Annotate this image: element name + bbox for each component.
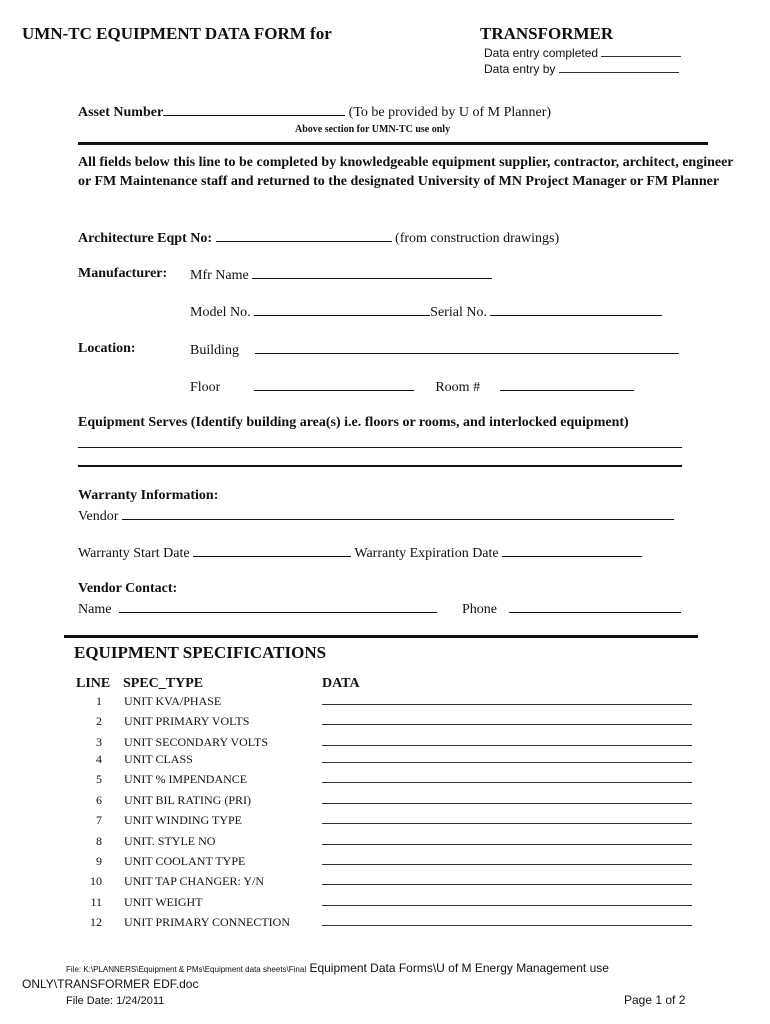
model-no-field[interactable] — [254, 303, 430, 316]
architecture-row — [78, 229, 559, 247]
spec-data-field[interactable] — [322, 823, 692, 824]
vendor-contact-label: Vendor Contact: — [78, 581, 178, 596]
architecture-note: (from construction drawings) — [395, 231, 560, 246]
equipment-type-title: TRANSFORMER — [480, 24, 614, 43]
warranty-exp-field[interactable] — [502, 544, 642, 557]
spec-line-number: 5 — [96, 772, 102, 786]
spec-row — [0, 874, 770, 894]
page-number: Page 1 of 2 — [624, 993, 686, 1007]
warranty-dates-row — [78, 544, 642, 562]
spec-type: UNIT % IMPENDANCE — [124, 772, 248, 786]
vendor-field[interactable] — [122, 507, 674, 520]
spec-row — [0, 793, 770, 813]
spec-type: UNIT TAP CHANGER: Y/N — [124, 874, 265, 888]
spec-line-number: 11 — [90, 895, 102, 909]
building-label: Building — [190, 343, 240, 358]
asset-number-label: Asset Number — [78, 105, 164, 120]
spec-row — [0, 854, 770, 874]
floor-field[interactable] — [254, 378, 414, 391]
spec-data-field[interactable] — [322, 905, 692, 906]
spec-row — [0, 895, 770, 915]
spec-row — [0, 752, 770, 772]
spec-data-field[interactable] — [322, 745, 692, 746]
contact-name-row — [78, 600, 437, 618]
spec-line-number: 10 — [90, 874, 102, 888]
asset-number-field[interactable] — [163, 103, 345, 116]
spec-type: UNIT PRIMARY VOLTS — [124, 714, 250, 728]
spec-row — [0, 772, 770, 792]
file-path-main: Equipment Data Forms\U of M Energy Management use — [309, 961, 609, 975]
model-serial-row — [190, 303, 662, 321]
equipment-serves-label: Equipment Serves (Identify building area(s) i.e. floors or rooms, and interlocked equipment) — [78, 415, 629, 430]
vendor-row — [78, 507, 674, 525]
spec-data-field[interactable] — [322, 704, 692, 705]
spec-data-field[interactable] — [322, 724, 692, 725]
spec-type: UNIT WINDING TYPE — [124, 813, 242, 827]
mfr-name-row — [190, 266, 492, 284]
data-entry-by-label: Data entry by — [484, 62, 556, 76]
mfr-name-label: Mfr Name — [190, 268, 249, 283]
spec-line-number: 4 — [96, 752, 102, 766]
col-data-header: DATA — [322, 676, 360, 691]
spec-row — [0, 834, 770, 854]
location-label: Location: — [78, 341, 136, 356]
contact-name-label: Name — [78, 602, 112, 617]
floor-label: Floor — [190, 380, 221, 395]
section-note: Above section for UMN-TC use only — [295, 124, 451, 135]
spec-line-number: 8 — [96, 834, 102, 848]
instructions: All fields below this line to be completed by knowledgeable equipment supplier, contractor, architect, engineer or FM Maintenance staff and returned to the designated University of MN Project Manager or FM Planner — [78, 155, 734, 189]
spec-line-number: 9 — [96, 854, 102, 868]
col-spec-header: SPEC_TYPE — [123, 676, 204, 691]
asset-number-note: (To be provided by U of M Planner) — [348, 105, 552, 120]
spec-data-field[interactable] — [322, 762, 692, 763]
equipment-serves-line-1[interactable] — [78, 447, 682, 448]
contact-name-field[interactable] — [119, 600, 437, 613]
spec-data-field[interactable] — [322, 844, 692, 845]
phone-label: Phone — [462, 602, 497, 617]
file-path-line-2: ONLY\TRANSFORMER EDF.doc — [22, 977, 199, 991]
specs-heading: EQUIPMENT SPECIFICATIONS — [74, 643, 327, 662]
spec-type: UNIT. STYLE NO — [124, 834, 216, 848]
specs-divider — [64, 635, 698, 638]
architecture-field[interactable] — [216, 229, 392, 242]
phone-field[interactable] — [509, 600, 681, 613]
spec-type: UNIT WEIGHT — [124, 895, 203, 909]
architecture-label: Architecture Eqpt No: — [78, 231, 213, 246]
serial-no-label: Serial No. — [430, 305, 487, 320]
spec-type: UNIT COOLANT TYPE — [124, 854, 246, 868]
room-label: Room # — [435, 380, 481, 395]
equipment-serves-line-2[interactable] — [78, 465, 682, 467]
file-date: File Date: 1/24/2011 — [66, 995, 165, 1007]
data-entry-completed — [484, 45, 681, 60]
spec-line-number: 7 — [96, 813, 102, 827]
floor-room-row — [190, 378, 634, 396]
spec-line-number: 2 — [96, 714, 102, 728]
spec-data-field[interactable] — [322, 925, 692, 926]
spec-data-field[interactable] — [322, 803, 692, 804]
spec-type: UNIT CLASS — [124, 752, 193, 766]
spec-type: UNIT SECONDARY VOLTS — [124, 735, 269, 749]
spec-type: UNIT KVA/PHASE — [124, 694, 222, 708]
asset-number-row — [78, 103, 551, 121]
data-entry-by-field[interactable] — [559, 61, 679, 73]
warranty-start-label: Warranty Start Date — [78, 546, 190, 561]
phone-row — [462, 600, 681, 618]
form-title: UMN-TC EQUIPMENT DATA FORM for — [22, 24, 332, 43]
file-path-prefix: File: K:\PLANNERS\Equipment & PMs\Equipment data sheets\Final — [66, 965, 307, 974]
model-no-label: Model No. — [190, 305, 251, 320]
spec-line-number: 6 — [96, 793, 102, 807]
spec-row — [0, 813, 770, 833]
section-divider — [78, 142, 708, 145]
vendor-label: Vendor — [78, 509, 119, 524]
spec-type: UNIT PRIMARY CONNECTION — [124, 915, 291, 929]
serial-no-field[interactable] — [490, 303, 662, 316]
spec-data-field[interactable] — [322, 782, 692, 783]
building-row — [190, 341, 679, 359]
room-field[interactable] — [500, 378, 634, 391]
spec-line-number: 12 — [90, 915, 102, 929]
manufacturer-label: Manufacturer: — [78, 266, 168, 281]
building-field[interactable] — [255, 341, 679, 354]
file-path — [66, 961, 609, 975]
col-line-header: LINE — [76, 676, 111, 691]
mfr-name-field[interactable] — [252, 266, 492, 279]
spec-data-field[interactable] — [322, 864, 692, 865]
data-entry-by — [484, 61, 679, 76]
spec-type: UNIT BIL RATING (PRI) — [124, 793, 251, 807]
spec-row — [0, 714, 770, 734]
spec-data-field[interactable] — [322, 884, 692, 885]
spec-line-number: 3 — [96, 735, 102, 749]
warranty-start-field[interactable] — [193, 544, 351, 557]
warranty-exp-label: Warranty Expiration Date — [354, 546, 499, 561]
data-entry-completed-field[interactable] — [601, 45, 681, 57]
spec-row — [0, 915, 770, 935]
spec-row — [0, 694, 770, 714]
spec-line-number: 1 — [96, 694, 102, 708]
warranty-label: Warranty Information: — [78, 488, 219, 503]
data-entry-completed-label: Data entry completed — [484, 46, 599, 60]
